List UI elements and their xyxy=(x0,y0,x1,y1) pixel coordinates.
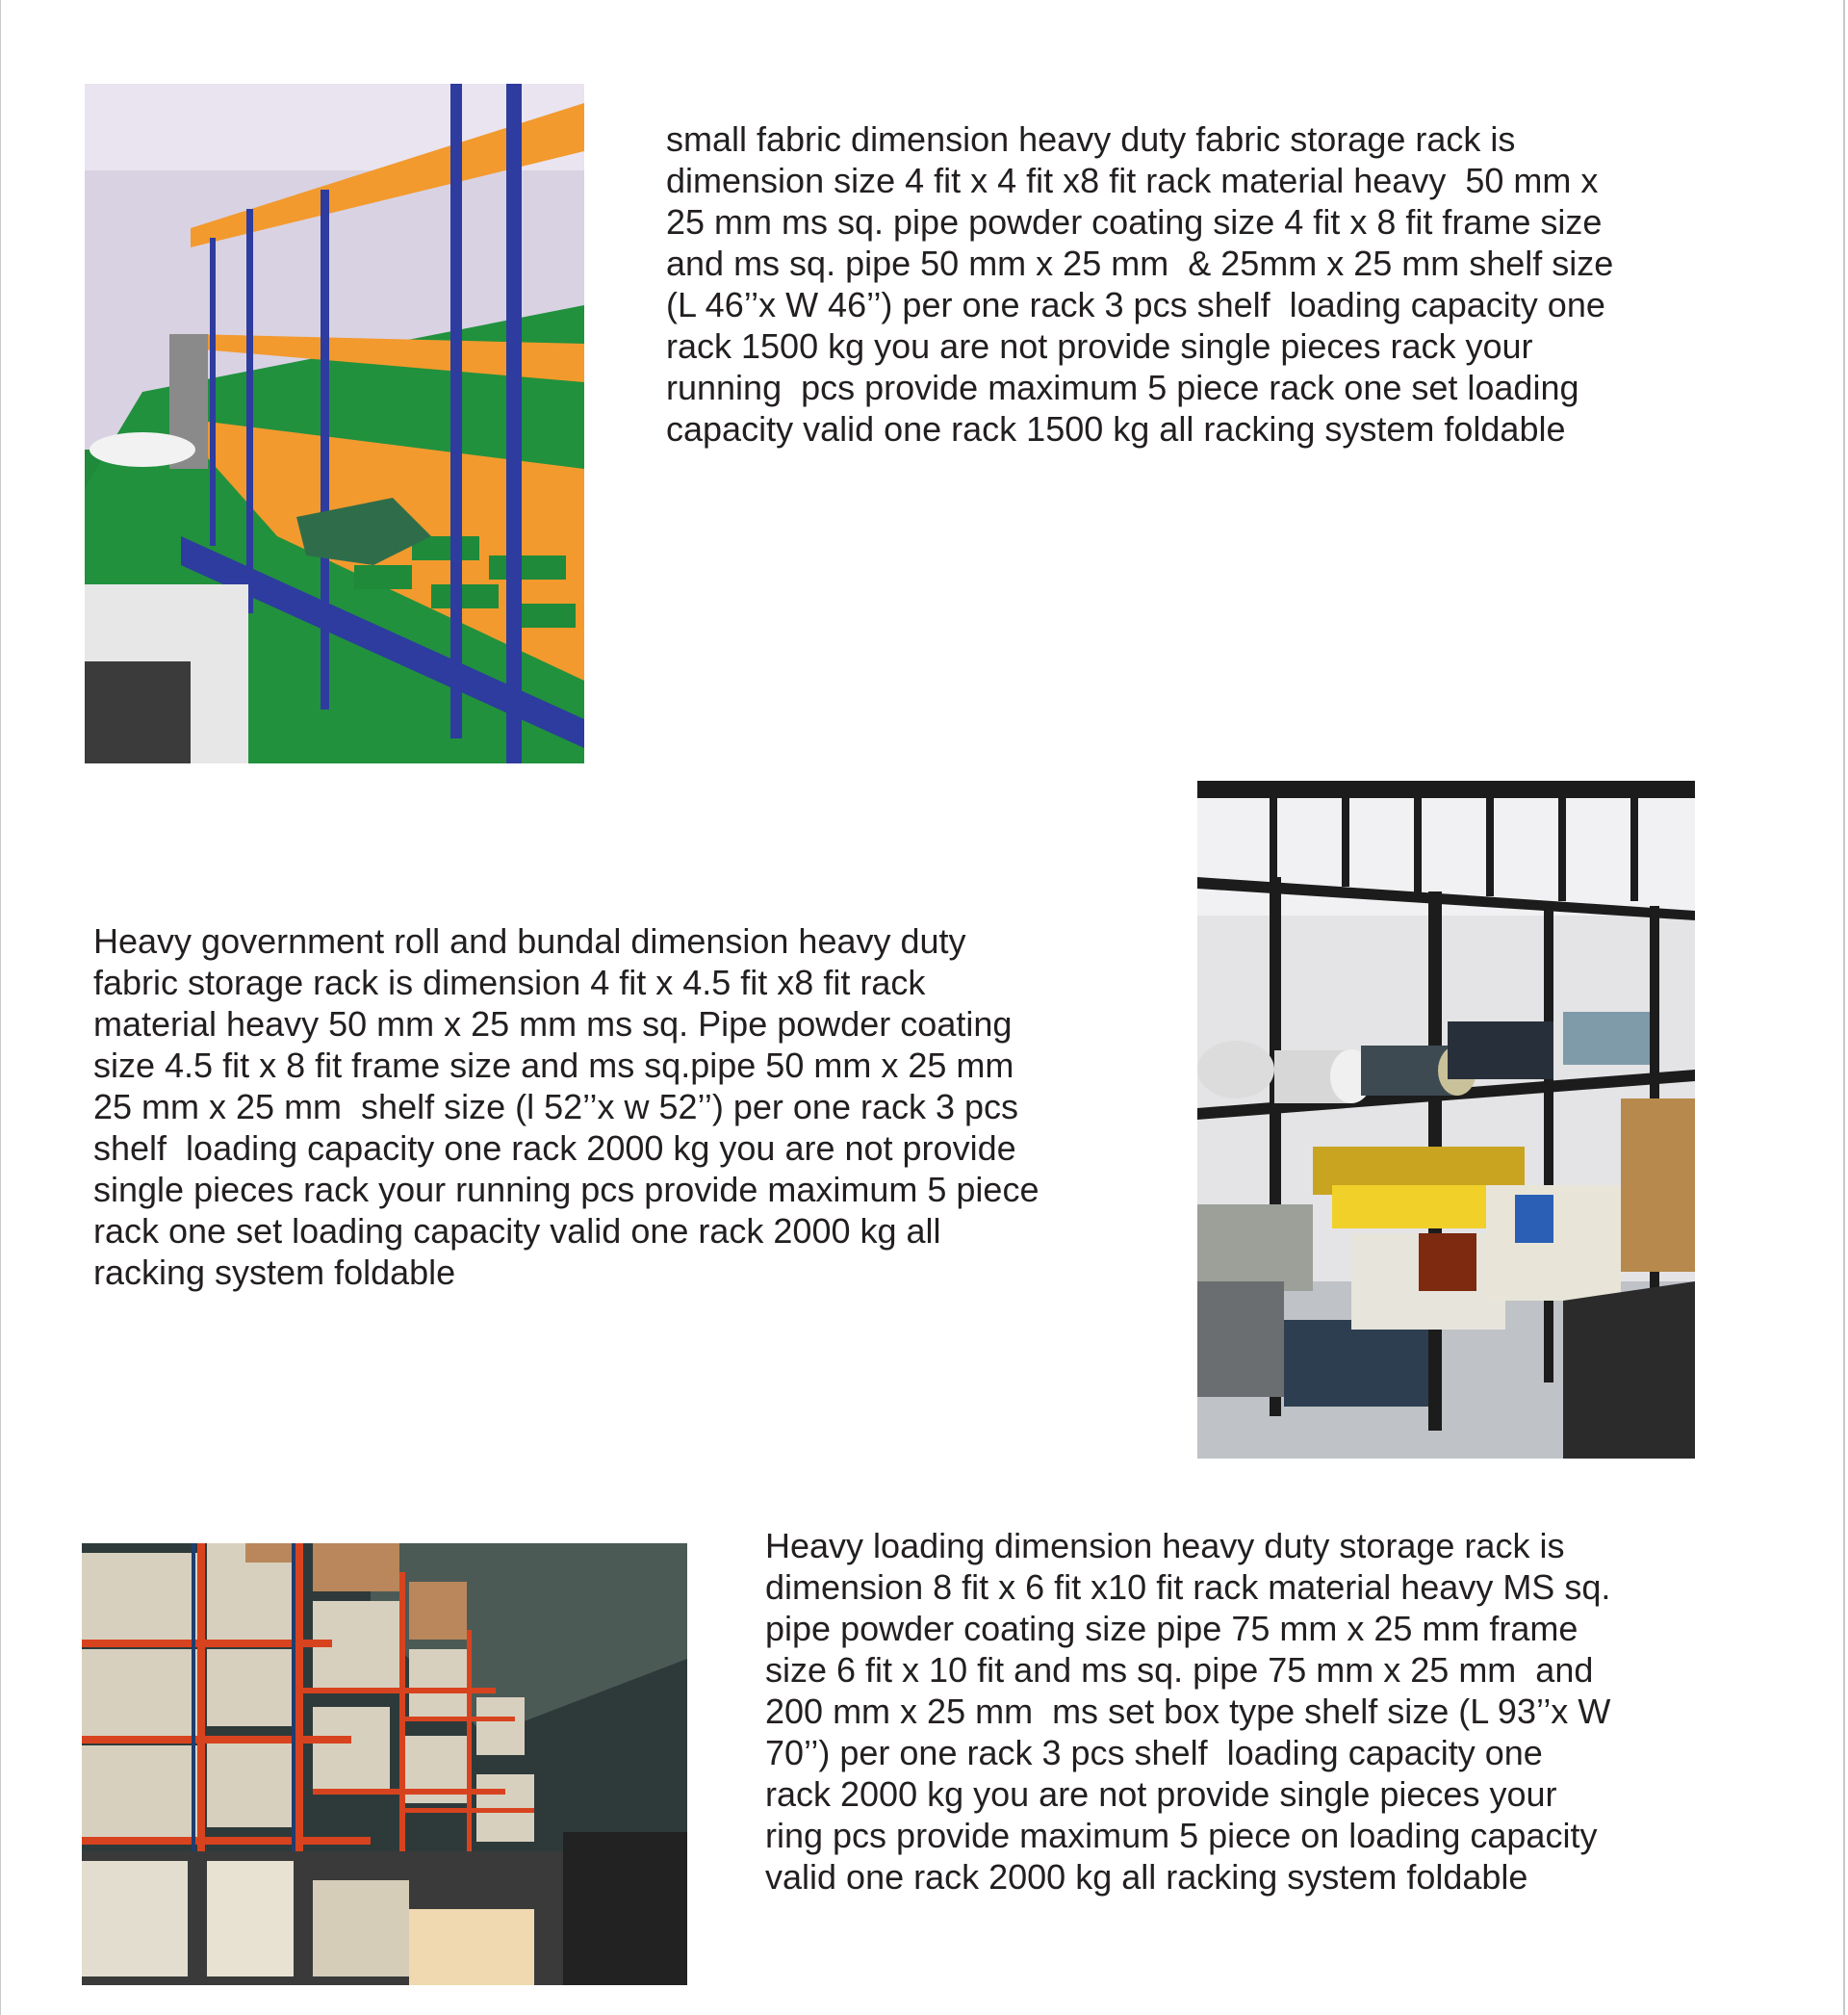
description-line: small fabric dimension heavy duty fabric storage rack is xyxy=(666,119,1516,159)
description-line: (L 46’’x W 46’’) per one rack 3 pcs shelf loading capacity one xyxy=(666,285,1605,324)
description-line: pipe powder coating size pipe 75 mm x 25 mm frame xyxy=(765,1609,1578,1648)
description-line: rack 1500 kg you are not provide single pieces rack your xyxy=(666,326,1533,366)
rack-description-1 xyxy=(666,118,1613,450)
orange-blue-fabric-rack-photo xyxy=(85,84,584,763)
description-line: 25 mm ms sq. pipe powder coating size 4 fit x 8 fit frame size xyxy=(666,202,1603,242)
description-line: valid one rack 2000 kg all racking system foldable xyxy=(765,1857,1528,1897)
black-roll-bundle-rack-photo xyxy=(1197,781,1695,1459)
description-line: Heavy loading dimension heavy duty storage rack is xyxy=(765,1526,1565,1565)
description-line: 70’’) per one rack 3 pcs shelf loading capacity one xyxy=(765,1733,1543,1772)
description-line: and ms sq. pipe 50 mm x 25 mm & 25mm x 25 mm shelf size xyxy=(666,244,1614,283)
rack-description-2 xyxy=(93,920,1039,1293)
description-line: 25 mm x 25 mm shelf size (l 52’’x w 52’’) per one rack 3 pcs xyxy=(93,1087,1019,1126)
description-line: fabric storage rack is dimension 4 fit x 4.5 fit x8 fit rack xyxy=(93,963,926,1002)
warehouse-pallet-rack-photo xyxy=(82,1543,687,1985)
description-line: dimension 8 fit x 6 fit x10 fit rack material heavy MS sq. xyxy=(765,1567,1611,1607)
description-line: rack 2000 kg you are not provide single pieces your xyxy=(765,1774,1557,1814)
description-line: racking system foldable xyxy=(93,1253,456,1292)
description-line: 200 mm x 25 mm ms set box type shelf size (L 93’’x W xyxy=(765,1692,1611,1731)
rack-description-3 xyxy=(765,1525,1610,1898)
description-line: material heavy 50 mm x 25 mm ms sq. Pipe powder coating xyxy=(93,1004,1013,1044)
description-line: capacity valid one rack 1500 kg all racking system foldable xyxy=(666,409,1566,449)
description-line: running pcs provide maximum 5 piece rack one set loading xyxy=(666,368,1579,407)
description-line: Heavy government roll and bundal dimension heavy duty xyxy=(93,921,966,961)
description-line: size 4.5 fit x 8 fit frame size and ms sq.pipe 50 mm x 25 mm xyxy=(93,1046,1014,1085)
description-line: rack one set loading capacity valid one rack 2000 kg all xyxy=(93,1211,941,1251)
description-line: shelf loading capacity one rack 2000 kg you are not provide xyxy=(93,1128,1016,1168)
description-line: dimension size 4 fit x 4 fit x8 fit rack material heavy 50 mm x xyxy=(666,161,1599,200)
description-line: single pieces rack your running pcs provide maximum 5 piece xyxy=(93,1170,1040,1209)
description-line: size 6 fit x 10 fit and ms sq. pipe 75 mm x 25 mm and xyxy=(765,1650,1594,1690)
description-line: ring pcs provide maximum 5 piece on loading capacity xyxy=(765,1816,1598,1855)
